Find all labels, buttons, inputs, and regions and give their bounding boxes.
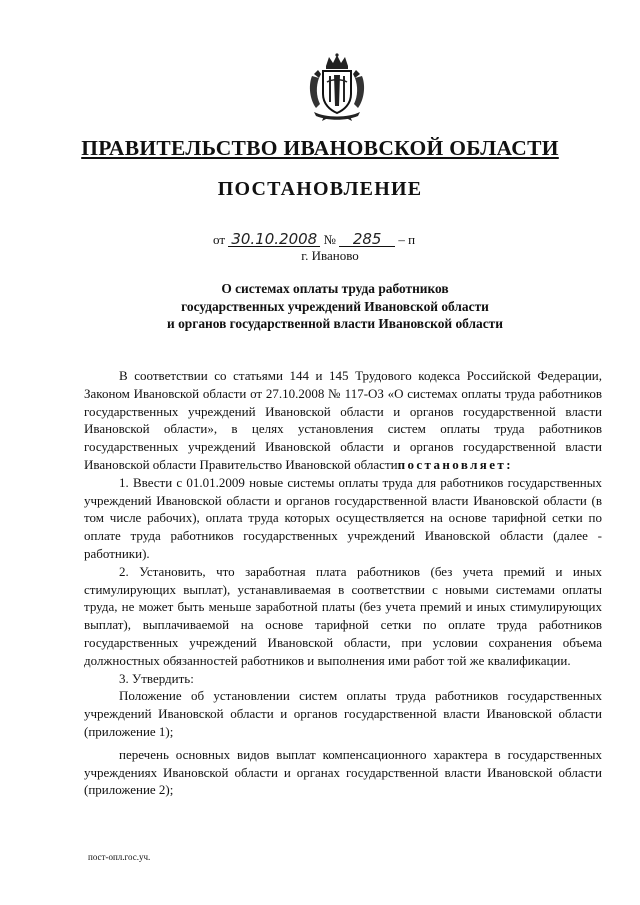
city-label: г. Иваново	[301, 248, 359, 263]
preamble-paragraph	[84, 367, 602, 474]
item-3a-paragraph: Положение об установлении систем оплаты труда работников государственных учреждений Ивановской области и органов государственной власти Ивановской области (приложение 1);	[84, 688, 602, 739]
item-3b-paragraph: перечень основных видов выплат компенсационного характера в государственных учреждениях Ивановской области и органах государственной власти Ивановской области (приложение 2);	[84, 746, 602, 798]
government-title: ПРАВИТЕЛЬСТВО ИВАНОВСКОЙ ОБЛАСТИ	[81, 136, 559, 160]
date-prefix: от	[213, 232, 226, 247]
subject-line: О системах оплаты труда работников	[221, 281, 449, 296]
preamble-text: В соответствии со статьями 144 и 145 Трудового кодекса Российской Федерации, Законом Ивановской области от 27.10.2008 № 117-ОЗ «О системах оплаты труда работников государственных учреждений Ивановской области и органов государственной власти Ивановской области», в целях установления систем оплаты труда работников государственных учреждений Ивановской области и органов государственной власти Ивановской области Правительство Ивановской области	[84, 368, 602, 472]
item-3-paragraph: 3. Утвердить:	[119, 670, 194, 686]
item-2-paragraph: 2. Установить, что заработная плата работников (без учета премий и иных стимулирующих выплат), устанавливаемая в соответствии с новыми системами оплаты труда, не может быть меньше заработной платы (без учета премий и иных стимулирующих выплат), выплачиваемой на основе тарифной сетки по оплате труда работников государственных учреждений Ивановской области, при условии сохранения объема должностных обязанностей работников и выполнения ими работ той же квалификации.	[84, 563, 602, 668]
coat-of-arms-icon	[306, 52, 368, 122]
item-1-paragraph: 1. Ввести с 01.01.2009 новые системы оплаты труда для работников государственных учреждений Ивановской области и органов государственной власти Ивановской области (в том числе рабочих), оплата труда которых осуществляется на основе тарифной сетки по оплате труда работников государственных учреждений Ивановской области (далее - работники).	[84, 474, 602, 561]
footer-file-tag: пост-опл.гос.уч.	[88, 852, 151, 862]
document-type-heading: ПОСТАНОВЛЕНИЕ	[217, 178, 423, 200]
handwritten-date: 30.10.2008	[228, 232, 320, 247]
decree-word: постановляет:	[397, 456, 513, 472]
subject-line: и органов государственной власти Ивановской области	[167, 316, 503, 331]
document-subject	[120, 280, 550, 333]
subject-line: государственных учреждений Ивановской области	[181, 298, 489, 314]
number-label: №	[323, 232, 336, 247]
date-number-line	[213, 232, 415, 248]
handwritten-number: 285	[339, 232, 395, 247]
number-suffix: – п	[398, 232, 416, 247]
document-body	[84, 367, 602, 799]
